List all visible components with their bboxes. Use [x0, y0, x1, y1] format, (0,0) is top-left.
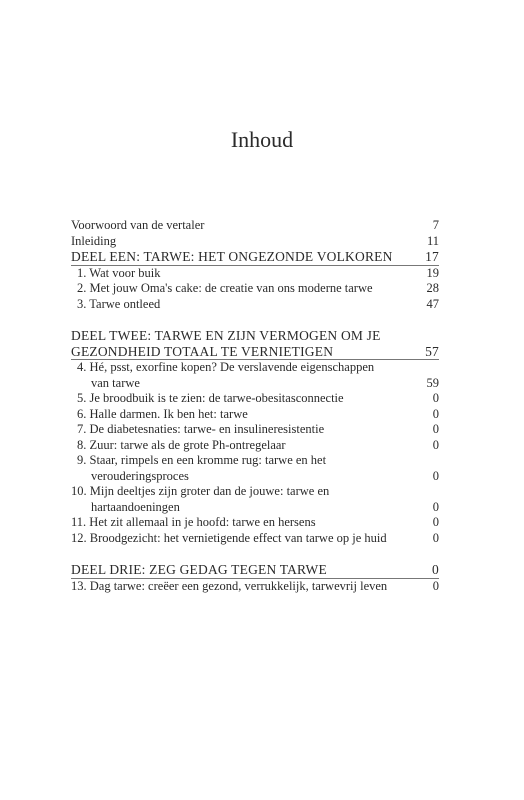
- toc-entry-inleiding: [71, 234, 439, 250]
- toc-chapter-12: [71, 531, 439, 547]
- toc-part-label: DEEL DRIE: ZEG GEDAG TEGEN TARWE: [71, 562, 327, 577]
- toc-part-one: [71, 249, 439, 266]
- toc-chapter-4: [71, 360, 439, 391]
- page-title: Inhoud: [230, 127, 294, 152]
- toc-page-number: 0: [432, 391, 439, 405]
- toc-label: 13. Dag tarwe: creëer een gezond, verrukkelijk, tarwevrij leven: [71, 578, 388, 593]
- toc-label: 12. Broodgezicht: het vernietigende effect van tarwe op je huid: [71, 530, 387, 545]
- toc-chapter-6: [71, 407, 439, 423]
- toc-page-number: 57: [425, 343, 439, 359]
- toc-part-label: [71, 328, 413, 359]
- toc-chapter-10: [71, 484, 439, 515]
- toc-label: [71, 453, 413, 484]
- toc-part-label-line1: DEEL TWEE: TARWE EN ZIJN VERMOGEN OM JE: [71, 328, 381, 343]
- toc-label-line2: verouderingsproces: [91, 468, 189, 483]
- toc-page-number: 0: [432, 562, 439, 577]
- toc-label: 7. De diabetesnaties: tarwe- en insulineresistentie: [77, 422, 325, 436]
- toc-page-number: 0: [432, 499, 439, 514]
- toc-label-line2: hartaandoeningen: [91, 499, 180, 514]
- toc-chapter-1: [71, 266, 439, 282]
- toc-chapter-9: [71, 453, 439, 484]
- toc-chapter-7: [71, 422, 439, 438]
- toc-label: 8. Zuur: tarwe als de grote Ph-ontregelaar: [77, 437, 286, 452]
- toc-label: [71, 360, 413, 391]
- toc-label: 5. Je broodbuik is te zien: de tarwe-obesitasconnectie: [77, 391, 344, 405]
- toc-page-number: 7: [432, 218, 439, 232]
- toc-part-two: [71, 328, 439, 360]
- toc-label: 11. Het zit allemaal in je hoofd: tarwe en hersens: [71, 515, 316, 529]
- toc-label: 6. Halle darmen. Ik ben het: tarwe: [77, 406, 248, 421]
- toc-chapter-3: [71, 297, 439, 313]
- toc-label-line1: 4. Hé, psst, exorfine kopen? De verslavende eigenschappen: [77, 360, 375, 374]
- toc-label: [71, 484, 413, 515]
- toc-entry-voorwoord: [71, 218, 439, 234]
- toc-label: 3. Tarwe ontleed: [77, 296, 161, 311]
- toc-page-number: 28: [426, 281, 439, 295]
- table-of-contents: [71, 218, 439, 594]
- toc-page-number: 0: [432, 530, 439, 545]
- toc-page-number: 0: [432, 515, 439, 529]
- toc-chapter-13: [71, 579, 439, 595]
- toc-chapter-8: [71, 438, 439, 454]
- toc-page-number: 11: [426, 233, 439, 248]
- toc-label: Inleiding: [71, 233, 117, 248]
- toc-page-number: 0: [432, 422, 439, 436]
- toc-page-number: 0: [432, 578, 439, 593]
- toc-page-number: 0: [432, 437, 439, 452]
- toc-page-number: 59: [426, 375, 439, 390]
- toc-part-three: [71, 562, 439, 579]
- toc-label: 1. Wat voor buik: [77, 265, 161, 280]
- toc-page-number: 17: [425, 249, 439, 264]
- toc-part-label-line2: GEZONDHEID TOTAAL TE VERNIETIGEN: [71, 343, 334, 359]
- toc-chapter-5: [71, 391, 439, 407]
- toc-chapter-11: [71, 515, 439, 531]
- toc-page-number: 19: [426, 265, 439, 280]
- toc-part-label: DEEL EEN: TARWE: HET ONGEZONDE VOLKOREN: [71, 249, 393, 264]
- toc-label-line1: 10. Mijn deeltjes zijn groter dan de jouwe: tarwe en: [71, 484, 330, 498]
- toc-label: 2. Met jouw Oma's cake: de creatie van ons moderne tarwe: [77, 281, 373, 295]
- toc-label: Voorwoord van de vertaler: [71, 218, 205, 232]
- toc-label-line1: 9. Staar, rimpels en een kromme rug: tarwe en het: [77, 453, 327, 467]
- toc-page-number: 0: [432, 468, 439, 483]
- toc-page-number: 47: [426, 296, 439, 311]
- toc-label-line2: van tarwe: [91, 375, 140, 390]
- toc-page-number: 0: [432, 406, 439, 421]
- toc-chapter-2: [71, 281, 439, 297]
